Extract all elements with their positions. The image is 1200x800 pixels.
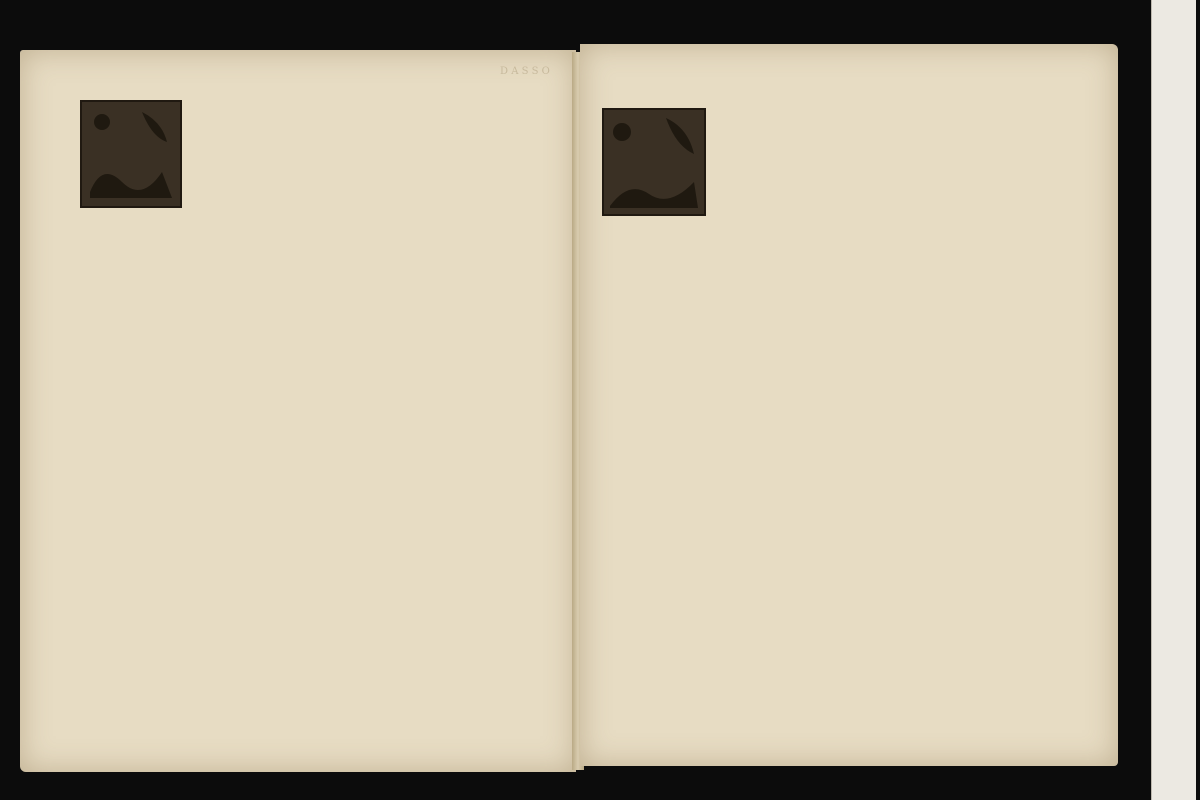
- measurement-ruler: [1151, 0, 1196, 800]
- empty-staff-left-1: [78, 312, 542, 362]
- woodcut-ornament: [82, 102, 180, 206]
- empty-staff-right-2: [598, 396, 1062, 446]
- empty-staff-right-1: [598, 322, 1062, 372]
- music-staff-right-3: [598, 248, 1062, 298]
- music-staff-left-3: [78, 238, 542, 288]
- bleed-through-text: D A S S O: [500, 66, 550, 77]
- music-staff-left-2: [192, 162, 542, 212]
- woodcut-ornament: [604, 110, 704, 214]
- decorated-initial-right: [602, 108, 706, 216]
- verse-text-right: [676, 466, 692, 480]
- decorated-initial-left: [80, 100, 182, 208]
- music-staff-right-2: [716, 172, 1066, 222]
- empty-staff-left-2: [78, 386, 542, 436]
- music-staff-left-1: [192, 88, 542, 138]
- verse-text-left: [165, 460, 181, 474]
- music-staff-right-1: [716, 96, 1066, 146]
